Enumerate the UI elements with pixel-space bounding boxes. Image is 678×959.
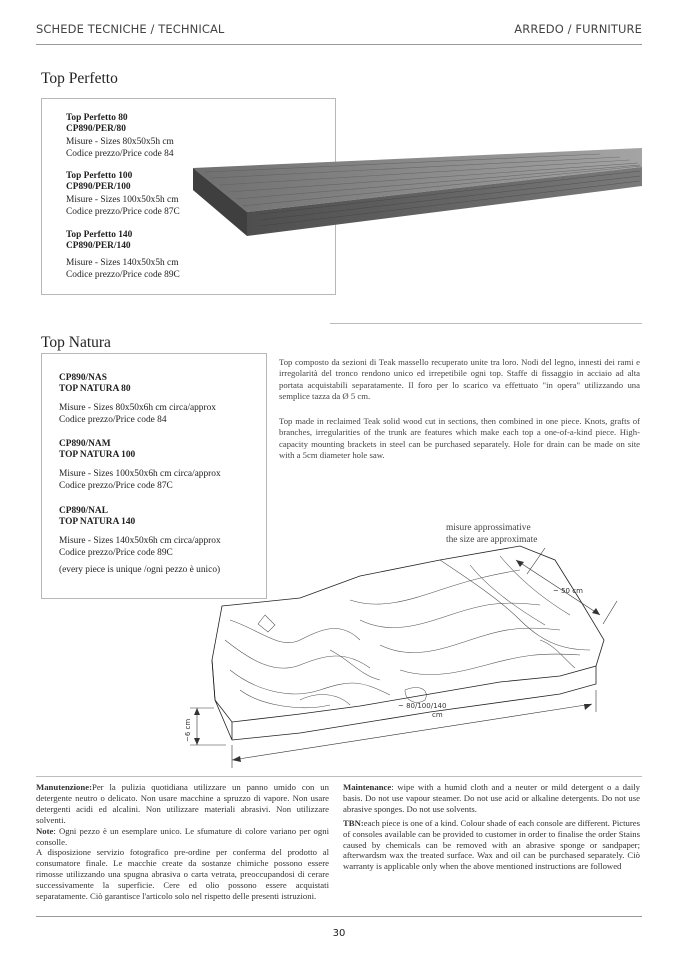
- approx-note-en: the size are approximate: [446, 535, 538, 545]
- product-price: Codice prezzo/Price code 87C: [59, 480, 173, 491]
- dim-length-unit: cm: [432, 711, 443, 719]
- product-sizes: Misure - Sizes 140x50x5h cm: [66, 258, 179, 269]
- approx-note-it: misure approssimative: [446, 523, 531, 533]
- product-code: CP890/PER/80: [66, 124, 126, 135]
- header-left: SCHEDE TECNICHE / TECHNICAL: [36, 22, 225, 36]
- product-sizes: Misure - Sizes 100x50x6h cm circa/approx: [59, 469, 221, 480]
- section-title-top-perfetto: Top Perfetto: [41, 70, 118, 87]
- product-code: CP890/NAM: [59, 439, 111, 449]
- header-right: ARREDO / FURNITURE: [514, 22, 642, 36]
- product-sizes: Misure - Sizes 100x50x5h cm: [66, 195, 179, 206]
- product-price: Codice prezzo/Price code 84: [66, 148, 174, 159]
- product-code: CP890/NAL: [59, 506, 108, 516]
- product-sizes: Misure - Sizes 80x50x6h cm circa/approx: [59, 403, 216, 414]
- dim-depth-label: ~ 50 cm: [553, 587, 583, 595]
- product-name: TOP NATURA 100: [59, 450, 136, 461]
- product-name: TOP NATURA 80: [59, 384, 131, 395]
- product-name: Top Perfetto 100: [66, 171, 133, 181]
- extra-text-it: A disposizione servizio fotografico pre-ordine per conferma del prodotto al consumatore finale. Le macchie create da sostanze chimiche possono essere rimosse utilizzando una spugna abrasiva o carta vetrata, preoccupandosi di cerare successivamente la superficie. Cere ed olio possono essere acquistati separatamente. Ciò garantisce l'articolo solo nel rispetto delle presenti istruzioni.: [36, 847, 329, 902]
- maintenance-label-en: Maintenance: [343, 782, 392, 792]
- footer-english: [343, 782, 640, 872]
- product-code: CP890/PER/100: [66, 182, 131, 193]
- maintenance-label-it: Manutenzione:: [36, 782, 92, 792]
- note-text-it: : Ogni pezzo è un esemplare unico. Le sfumature di colore variano per ogni consolle.: [36, 825, 329, 847]
- unique-note: (every piece is unique /ogni pezzo è unico): [59, 564, 221, 575]
- dim-height-label: ~6 cm: [184, 718, 192, 742]
- tbn-text-en: each piece is one of a kind. Colour shade of each console are different. Pictures of consoles available can be provided to customer in order to finalise the order Stains caused by chemicals can be removed with an abrasive sponge or sandpaper; afterwardsm wax the treated surface. Wax and oil can be purchased separately. Ciò warranty is applicable only when the above mentioned instructions are followed: [343, 817, 640, 872]
- maintenance-text-it: Per la pulizia quotidiana utilizzare un panno umido con un detergente neutro o delicato. Non usare macchine a spruzzo di vapore. Non usare detergenti acidi ed alcalini. Non utilizzare materiali abrasivi. Non utilizzare solventi.: [36, 782, 329, 825]
- product-sizes: Misure - Sizes 140x50x6h cm circa/approx: [59, 536, 221, 547]
- tbn-label-en: TBN:: [343, 817, 364, 828]
- footer-rule: [36, 776, 642, 777]
- product-name: TOP NATURA 140: [59, 517, 136, 528]
- product-code: CP890/PER/140: [66, 241, 131, 252]
- product-name: Top Perfetto 80: [66, 113, 128, 123]
- product-name: Top Perfetto 140: [66, 230, 133, 240]
- page-number: 30: [332, 928, 346, 939]
- product-sizes: Misure - Sizes 80x50x5h cm: [66, 137, 174, 148]
- note-label-it: Note: [36, 825, 54, 836]
- product-price: Codice prezzo/Price code 89C: [59, 547, 173, 558]
- page-bottom-rule: [36, 916, 642, 917]
- product-price: Codice prezzo/Price code 87C: [66, 206, 180, 217]
- dim-length-label: ~ 80/100/140: [398, 702, 447, 710]
- product-price: Codice prezzo/Price code 84: [59, 414, 167, 425]
- footer-italian: [36, 782, 329, 902]
- section-title-top-natura: Top Natura: [41, 334, 111, 351]
- maintenance-text-en: : wipe with a humid cloth and a neuter or mild detergent o a daily basis. Do not use vapour steamer. Do not use acid or alkaline detergents. Do not use abrasive sponges. Do not use solvents.: [343, 782, 640, 814]
- description-english: Top made in reclaimed Teak solid wood cut in sections, then combined in one piece. Knots, grafts of branches, irregularities of the trunk are features which make each top a one-of-a-kind piece. High-capacity mounting brackets in steel can be purchased separately. Hole for drain can be made on site with a 5cm diameter hole saw.: [279, 416, 640, 460]
- description-italian: Top composto da sezioni di Teak massello recuperato unite tra loro. Nodi del legno, innesti dei rami e irregolarità del tronco rendono unico ed irrepetibile ogni top. Staffe di fissaggio in acciaio ad alta portata acquistabili separatamente. Il foro per lo scarico va effettuato "in opera" utilizzando una semplice tazza da Ø 5 cm.: [279, 357, 640, 401]
- product-code: CP890/NAS: [59, 373, 107, 383]
- product-price: Codice prezzo/Price code 89C: [66, 269, 180, 280]
